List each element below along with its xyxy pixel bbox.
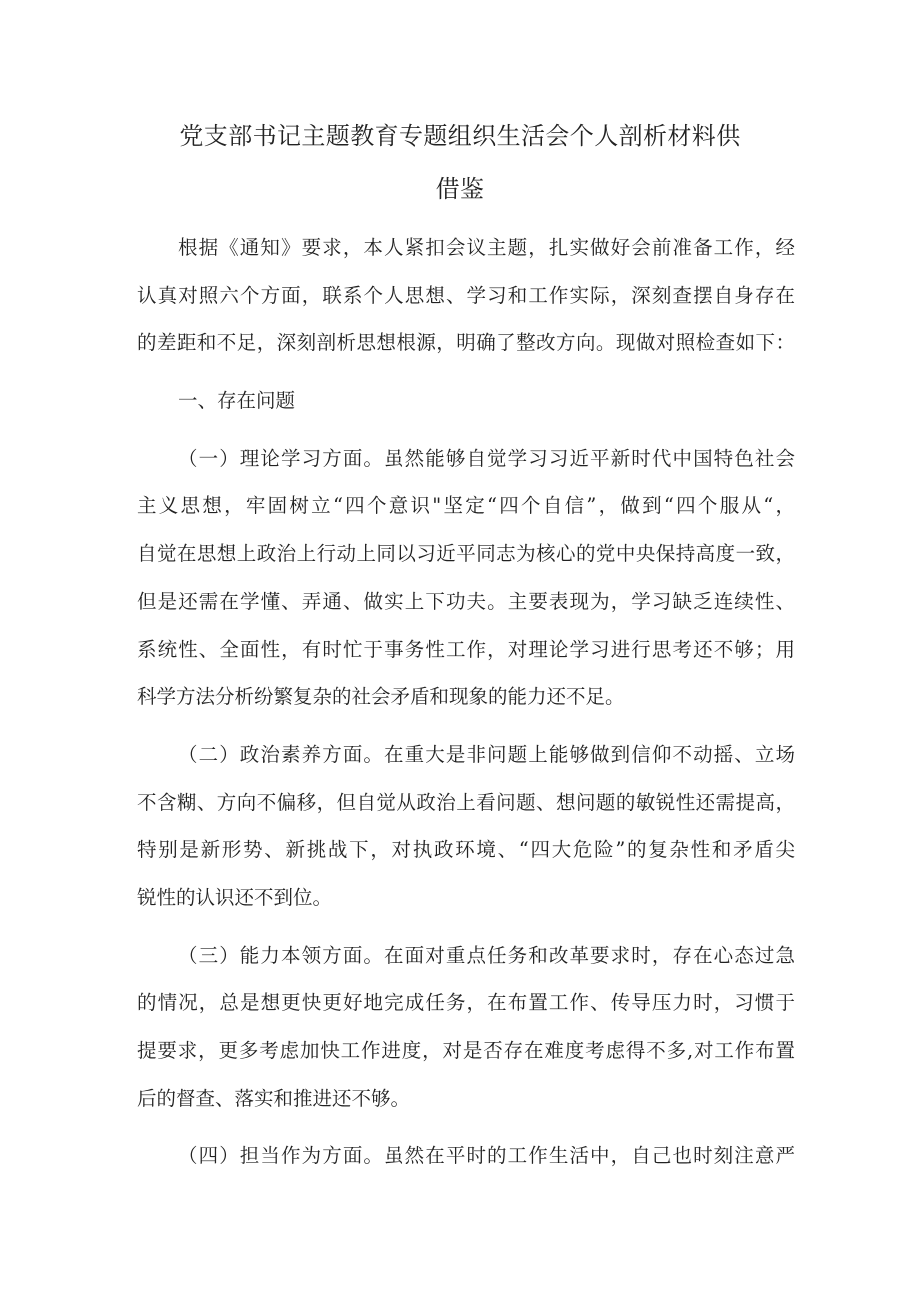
section-heading	[137, 377, 795, 425]
paragraph-theory-study	[137, 435, 795, 721]
paragraph-line: 自觉在思想上政治上行动上同以习近平同志为核心的党中央保持高度一致，	[137, 542, 795, 566]
paragraph-line: 后的督查、落实和推进还不够。	[137, 1086, 411, 1110]
paragraph-line: （四）担当作为方面。虽然在平时的工作生活中，自己也时刻注意严	[178, 1144, 795, 1168]
section-heading-text: 一、存在问题	[178, 389, 296, 413]
paragraph-line: （三）能力本领方面。在面对重点任务和改革要求时，存在心态过急	[178, 943, 795, 967]
paragraph-line: 锐性的认识还不到位。	[137, 885, 333, 909]
paragraph-line: 但是还需在学懂、弄通、做实上下功夫。主要表现为，学习缺乏连续性、	[137, 589, 795, 613]
paragraph-line: （一）理论学习方面。虽然能够自觉学习习近平新时代中国特色社会	[178, 446, 795, 470]
paragraph-intro	[137, 224, 795, 367]
paragraph-line: 认真对照六个方面，联系个人思想、学习和工作实际，深刻查摆自身存在	[137, 283, 795, 307]
paragraph-line: 提要求，更多考虑加快工作进度，对是否存在难度考虑得不多,对工作布置	[137, 1039, 795, 1062]
paragraph-responsibility	[137, 1132, 795, 1180]
paragraph-line: 的差距和不足，深刻剖析思想根源，明确了整改方向。现做对照检查如下：	[137, 331, 795, 355]
paragraph-line: 不含糊、方向不偏移，但自觉从政治上看问题、想问题的敏锐性还需提高，	[137, 790, 795, 814]
document-body	[137, 224, 795, 1180]
paragraph-line: 系统性、全面性，有时忙于事务性工作，对理论学习进行思考还不够；用	[137, 637, 795, 661]
paragraph-line: 特别是新形势、新挑战下，对执政环境、“四大危险”的复杂性和矛盾尖	[137, 838, 795, 862]
paragraph-line: 的情况，总是想更快更好地完成任务，在布置工作、传导压力时，习惯于	[137, 991, 795, 1015]
paragraph-line: （二）政治素养方面。在重大是非问题上能够做到信仰不动摇、立场	[178, 742, 795, 766]
paragraph-political-quality	[137, 731, 795, 922]
paragraph-line: 主义思想，牢固树立“四个意识"坚定“四个自信”，做到“四个服从“，	[137, 494, 795, 518]
title-line: 党支部书记主题教育专题组织生活会个人剖析材料供	[179, 122, 741, 150]
paragraph-line: 科学方法分析纷繁复杂的社会矛盾和现象的能力还不足。	[137, 685, 625, 709]
title-line: 借鉴	[435, 175, 485, 203]
paragraph-line: 根据《通知》要求，本人紧扣会议主题，扎实做好会前准备工作，经	[178, 236, 795, 259]
document-title	[120, 110, 800, 216]
paragraph-ability	[137, 932, 795, 1123]
